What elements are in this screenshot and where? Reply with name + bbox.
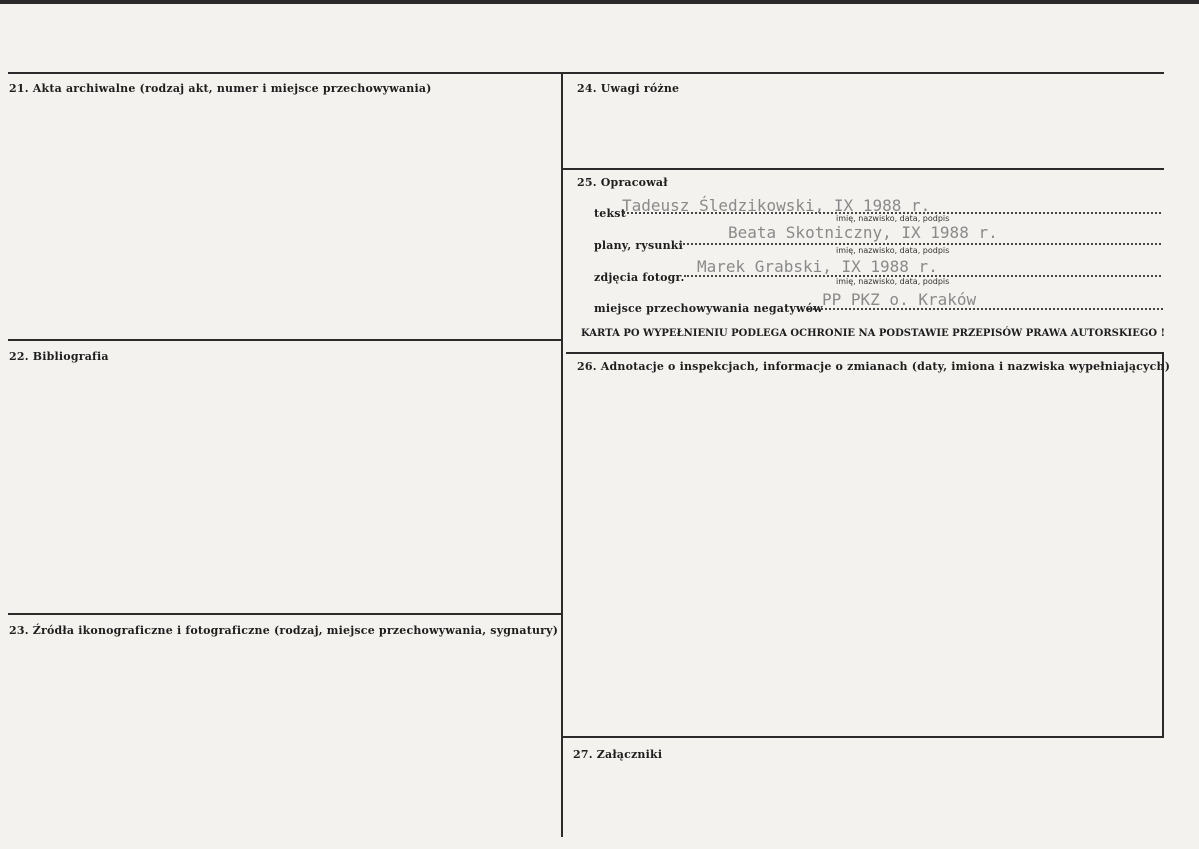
row-plany-hint: imię, nazwisko, data, podpis — [836, 246, 950, 255]
top-edge — [0, 0, 1199, 4]
right-border — [1162, 352, 1164, 738]
top-rule — [8, 72, 1164, 74]
section-24-label: 24. Uwagi różne — [577, 82, 680, 95]
row-plany-line — [679, 243, 1161, 245]
row-negatywy-label: miejsce przechowywania negatywów — [594, 302, 823, 315]
divider-25-26 — [566, 352, 1164, 354]
row-negatywy-value: PP PKZ o. Kraków — [822, 290, 977, 309]
center-divider — [561, 72, 563, 837]
copyright-warning: KARTA PO WYPEŁNIENIU PODLEGA OCHRONIE NA PODSTAWIE PRZEPISÓW PRAWA AUTORSKIEGO ! — [581, 328, 1165, 339]
section-23-label: 23. Źródła ikonograficzne i fotograficzne (rodzaj, miejsce przechowywania, sygnatury) — [9, 624, 559, 637]
row-zdjecia-hint: imię, nazwisko, data, podpis — [836, 277, 950, 286]
divider-22-23 — [8, 613, 562, 615]
row-plany-value: Beata Skotniczny, IX 1988 r. — [728, 223, 998, 242]
section-22-label: 22. Bibliografia — [9, 350, 109, 363]
divider-26-27 — [562, 736, 1164, 738]
row-zdjecia-value: Marek Grabski, IX 1988 r. — [697, 257, 938, 276]
row-tekst-label: tekst — [594, 207, 626, 220]
row-tekst-hint: imię, nazwisko, data, podpis — [836, 214, 950, 223]
row-plany-label: plany, rysunki — [594, 239, 683, 252]
row-zdjecia-label: zdjęcia fotogr. — [594, 271, 685, 284]
section-21-label: 21. Akta archiwalne (rodzaj akt, numer i miejsce przechowywania) — [9, 82, 432, 95]
divider-24-25 — [562, 168, 1164, 170]
section-27-label: 27. Załączniki — [573, 748, 663, 761]
section-26-label: 26. Adnotacje o inspekcjach, informacje o zmianach (daty, imiona i nazwiska wypełniających) — [577, 360, 1171, 373]
section-25-label: 25. Opracował — [577, 176, 668, 189]
divider-21-22 — [8, 339, 562, 341]
row-tekst-value: Tadeusz Śledzikowski, IX 1988 r. — [622, 196, 931, 215]
